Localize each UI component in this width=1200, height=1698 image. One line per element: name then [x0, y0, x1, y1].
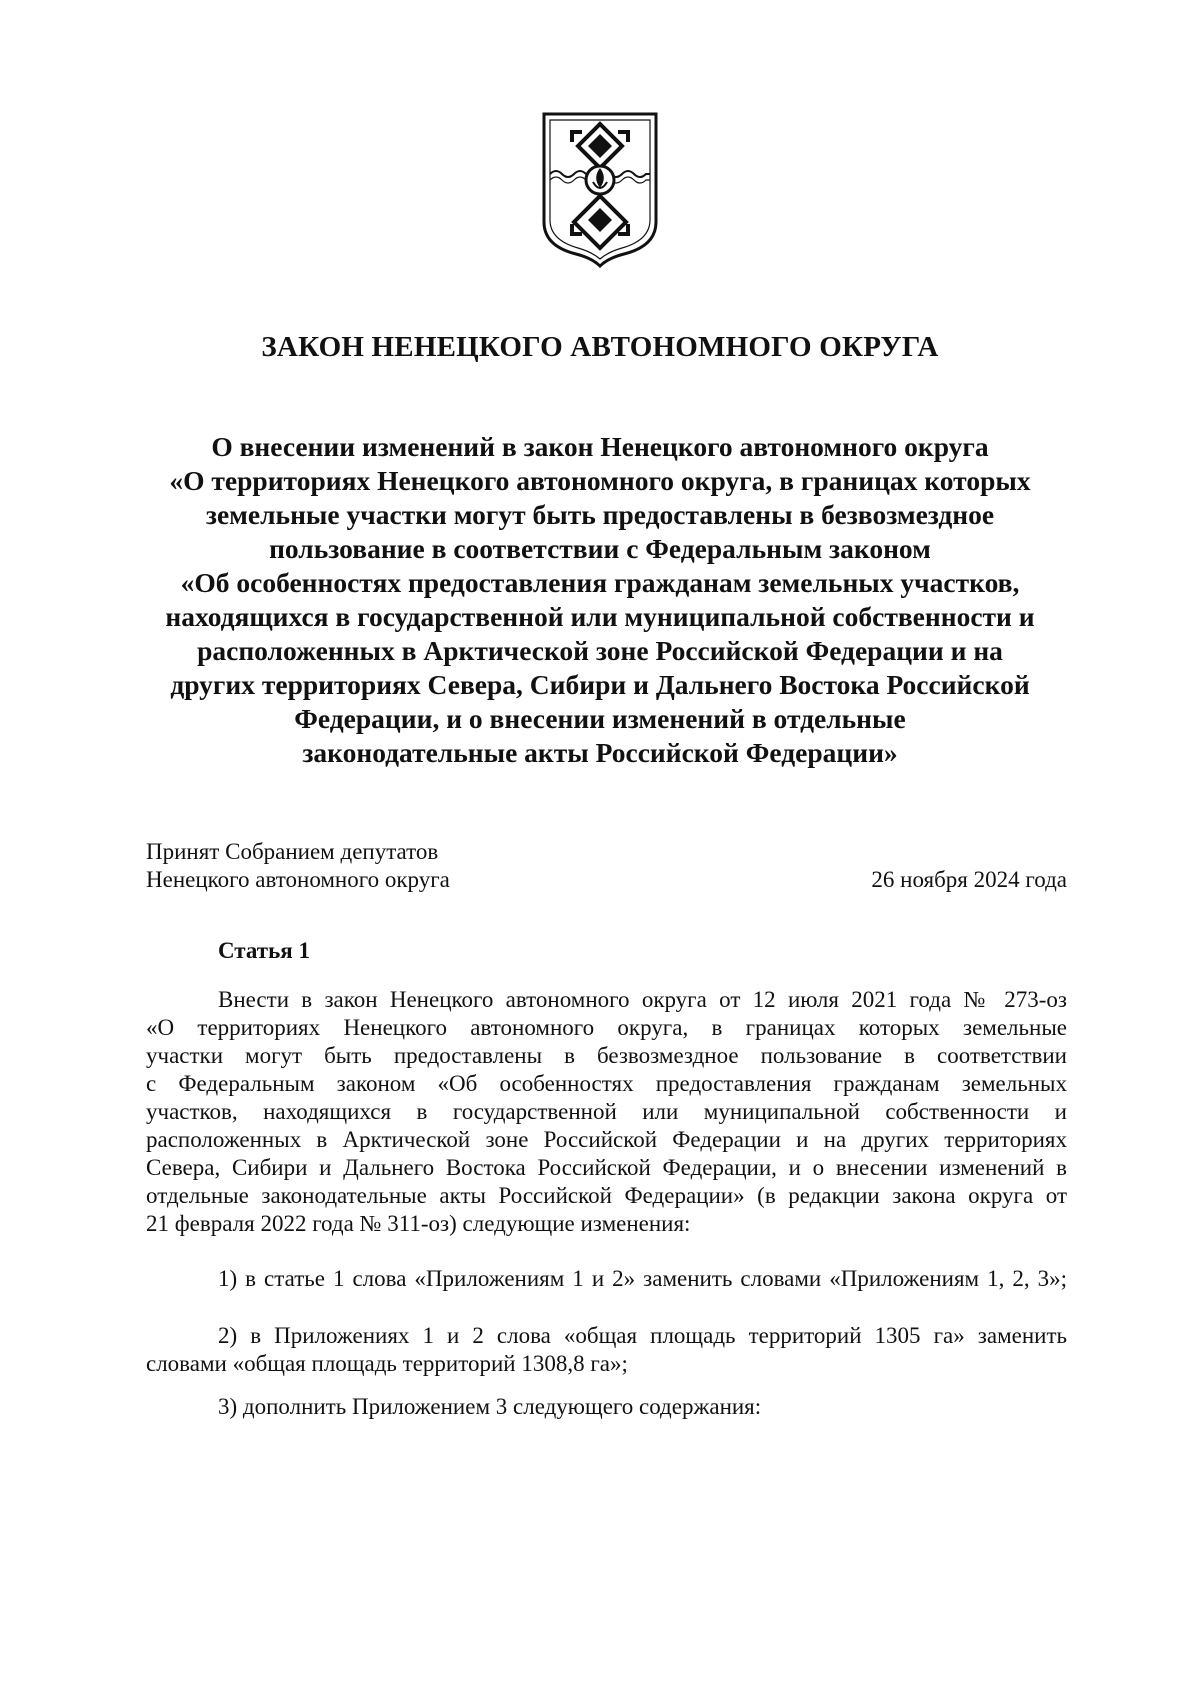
paragraph-line: отдельные законодательные акты Российской Федерации» (в редакции закона округа от — [146, 1183, 1067, 1208]
paragraph-line: Внести в закон Ненецкого автономного округа от 12 июля 2021 года № 273-оз — [218, 987, 1067, 1012]
law-title-line: «Об особенностях предоставления гражданам земельных участков, — [180, 567, 1020, 598]
adoption-date: 26 ноября 2024 года — [871, 867, 1067, 892]
law-heading: ЗАКОН НЕНЕЦКОГО АВТОНОМНОГО ОКРУГА — [261, 331, 939, 363]
amendment-item-2 — [146, 1322, 1067, 1378]
amendment-item-3 — [146, 1393, 1067, 1421]
paragraph-line: участков, находящихся в государственной или муниципальной собственности и — [146, 1099, 1067, 1124]
paragraph-line: с Федеральным законом «Об особенностях предоставления гражданам земельных — [146, 1071, 1067, 1096]
item-line: 3) дополнить Приложением 3 следующего содержания: — [218, 1394, 762, 1419]
adoption-line: Принят Собранием депутатов — [146, 839, 439, 864]
item-line: словами «общая площадь территорий 1308,8 га»; — [146, 1351, 628, 1376]
amendment-item-1 — [146, 1265, 1067, 1293]
paragraph-line: Севера, Сибири и Дальнего Востока Российской Федерации, и о внесении изменений в — [146, 1155, 1067, 1180]
adoption-line: Ненецкого автономного округа — [146, 867, 450, 892]
law-title-line: «О территориях Ненецкого автономного округа, в границах которых — [169, 465, 1031, 496]
law-title-line: Федерации, и о внесении изменений в отдельные — [294, 703, 906, 734]
law-title — [100, 430, 1100, 770]
law-title-line: О внесении изменений в закон Ненецкого автономного округа — [211, 431, 989, 462]
paragraph-line: участки могут быть предоставлены в безвозмездное пользование в соответствии — [146, 1043, 1067, 1068]
law-title-line: других территориях Севера, Сибири и Дальнего Востока Российской — [170, 669, 1030, 700]
paragraph-line: «О территориях Ненецкого автономного округа, в границах которых земельные — [146, 1015, 1067, 1040]
paragraph-line: расположенных в Арктической зоне Российской Федерации и на других территориях — [146, 1127, 1067, 1152]
nenets-coat-of-arms-icon — [538, 110, 662, 268]
law-title-line: земельные участки могут быть предоставлены в безвозмездное — [205, 499, 995, 530]
article-paragraph — [146, 986, 1067, 1238]
item-line: 2) в Приложениях 1 и 2 слова «общая площадь территорий 1305 га» заменить — [218, 1323, 1067, 1348]
item-line: 1) в статье 1 слова «Приложениям 1 и 2» заменить словами «Приложениям 1, 2, 3»; — [218, 1266, 1067, 1291]
adoption-statement — [146, 838, 450, 894]
paragraph-line: 21 февраля 2022 года № 311-оз) следующие изменения: — [146, 1211, 691, 1236]
article-title: Статья 1 — [218, 938, 310, 963]
law-title-line: расположенных в Арктической зоне Российской Федерации и на — [197, 635, 1003, 666]
law-title-line: находящихся в государственной или муниципальной собственности и — [165, 601, 1035, 632]
law-title-line: законодательные акты Российской Федерации» — [302, 737, 898, 768]
law-title-line: пользование в соответствии с Федеральным законом — [269, 533, 931, 564]
